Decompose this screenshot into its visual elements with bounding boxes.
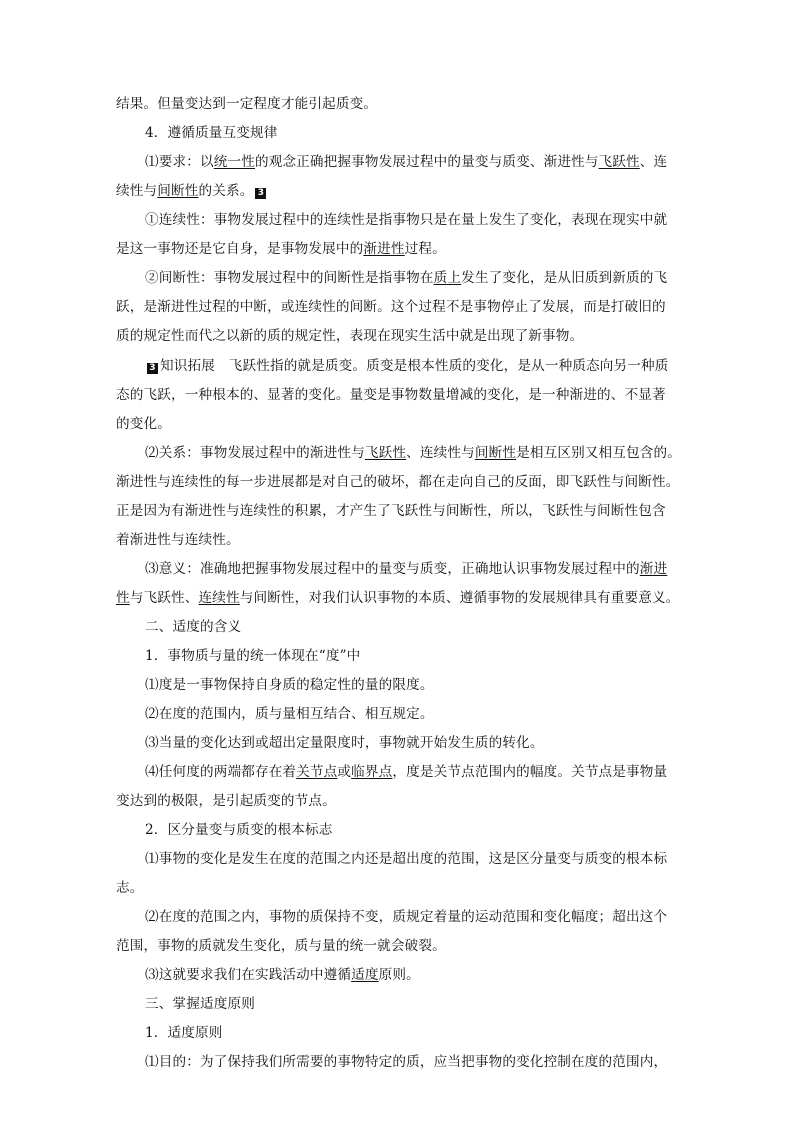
section-heading: 二、适度的含义 (145, 619, 242, 635)
marker-icon: 3 (147, 363, 158, 374)
keyword-underlined: 性 (116, 590, 130, 606)
text-line: 的变化。 (116, 416, 171, 432)
marker-icon: 3 (255, 188, 266, 199)
text-line: 态的飞跃，一种根本的、显著的变化。量变是事物数量增减的变化，是一种渐进的、不显著 (116, 387, 666, 403)
text-line: 跃，是渐进性过程的中断，或连续性的间断。这个过程不是事物停止了发展，而是打破旧的 (116, 299, 666, 315)
section-heading: 三、掌握适度原则 (145, 996, 255, 1012)
paragraph-significance: ⑶意义：准确地把握事物发展过程中的量变与质变，正确地认识事物发展过程中的渐进 (145, 561, 668, 577)
keyword-underlined: 关节点 (296, 764, 338, 780)
paragraph-relation: ⑵关系：事物发展过程中的渐进性与飞跃性、连续性与间断性是相互区别又相互包含的。 (145, 445, 682, 461)
text-line: ⑶当量的变化达到或超出定量限度时，事物就开始发生质的转化。 (145, 735, 544, 751)
paragraph-critical-point: ⑷任何度的两端都存在着关节点或临界点，度是关节点范围内的幅度。关节点是事物量 (145, 764, 668, 780)
paragraph-continuity: ①连续性：事物发展过程中的连续性是指事物只是在量上发生了变化，表现在现实中就 (145, 212, 668, 228)
text-line: ⑴度是一事物保持自身质的稳定性的量的限度。 (145, 677, 434, 693)
keyword-underlined: 飞跃性 (598, 154, 640, 170)
keyword-underlined: 适度 (351, 967, 379, 983)
subsection-heading: 1．事物质与量的统一体现在“度”中 (145, 648, 361, 664)
keyword-underlined: 质上 (433, 270, 462, 286)
keyword-underlined: 间断性 (157, 183, 199, 199)
text-line: 性与飞跃性、连续性与间断性，对我们认识事物的本质、遵循事物的发展规律具有重要意义。 (116, 590, 680, 606)
keyword-underlined: 渐进性 (363, 241, 405, 257)
subsection-heading: 1．适度原则 (145, 1025, 223, 1041)
section-heading: 4．遵循质量互变规律 (145, 125, 278, 141)
keyword-underlined: 统一性 (213, 154, 255, 170)
text-line: 志。 (116, 880, 144, 896)
text-line: ⑵在度的范围之内，事物的质保持不变，质规定着量的运动范围和变化幅度；超出这个 (145, 909, 668, 925)
subsection-heading: 2．区分量变与质变的根本标志 (145, 822, 333, 838)
text-line: ⑴目的：为了保持我们所需要的事物特定的质，应当把事物的变化控制在度的范围内， (145, 1054, 668, 1070)
text-line: 质的规定性而代之以新的质的规定性，表现在现实生活中就是出现了新事物。 (116, 328, 584, 344)
text-line: ⑶这就要求我们在实践活动中遵循适度原则。 (145, 967, 420, 983)
keyword-underlined: 临界点 (351, 764, 393, 780)
text-line: 渐进性与连续性的每一步进展都是对自己的破坏，都在走向自己的反面，即飞跃性与间断性。 (116, 474, 680, 490)
text-line: 范围，事物的质就发生变化，质与量的统一就会破裂。 (116, 938, 446, 954)
text-line: ⑴事物的变化是发生在度的范围之内还是超出度的范围，这是区分量变与质变的根本标 (145, 851, 668, 867)
text-line: 变达到的极限，是引起质变的节点。 (116, 793, 336, 809)
text-line: 正是因为有渐进性与连续性的积累，才产生了飞跃性与间断性，所以，飞跃性与间断性包含 (116, 503, 666, 519)
text-line: 结果。但量变达到一定程度才能引起质变。 (116, 96, 378, 112)
paragraph-requirement: ⑴要求：以统一性的观念正确把握事物发展过程中的量变与质变、渐进性与飞跃性、连 (145, 154, 668, 170)
text-line: ⑵在度的范围内，质与量相互结合、相互规定。 (145, 706, 434, 722)
keyword-underlined: 渐进 (639, 561, 668, 577)
text-line: 着渐进性与连续性。 (116, 532, 240, 548)
text-line: 续性与间断性的关系。 3 (116, 182, 681, 200)
keyword-underlined: 连续性 (198, 590, 240, 606)
knowledge-extension: 3 知识拓展 飞跃性指的就是质变。质变是根本性质的变化，是从一种质态向另一种质 (145, 357, 681, 375)
paragraph-discontinuity: ②间断性：事物发展过程中的间断性是指事物在质上发生了变化，是从旧质到新质的飞 (145, 270, 668, 286)
text-line: 是这一事物还是它自身，是事物发展中的渐进性过程。 (116, 241, 446, 257)
keyword-underlined: 间断性 (474, 445, 517, 461)
keyword-underlined: 飞跃性 (364, 445, 407, 461)
